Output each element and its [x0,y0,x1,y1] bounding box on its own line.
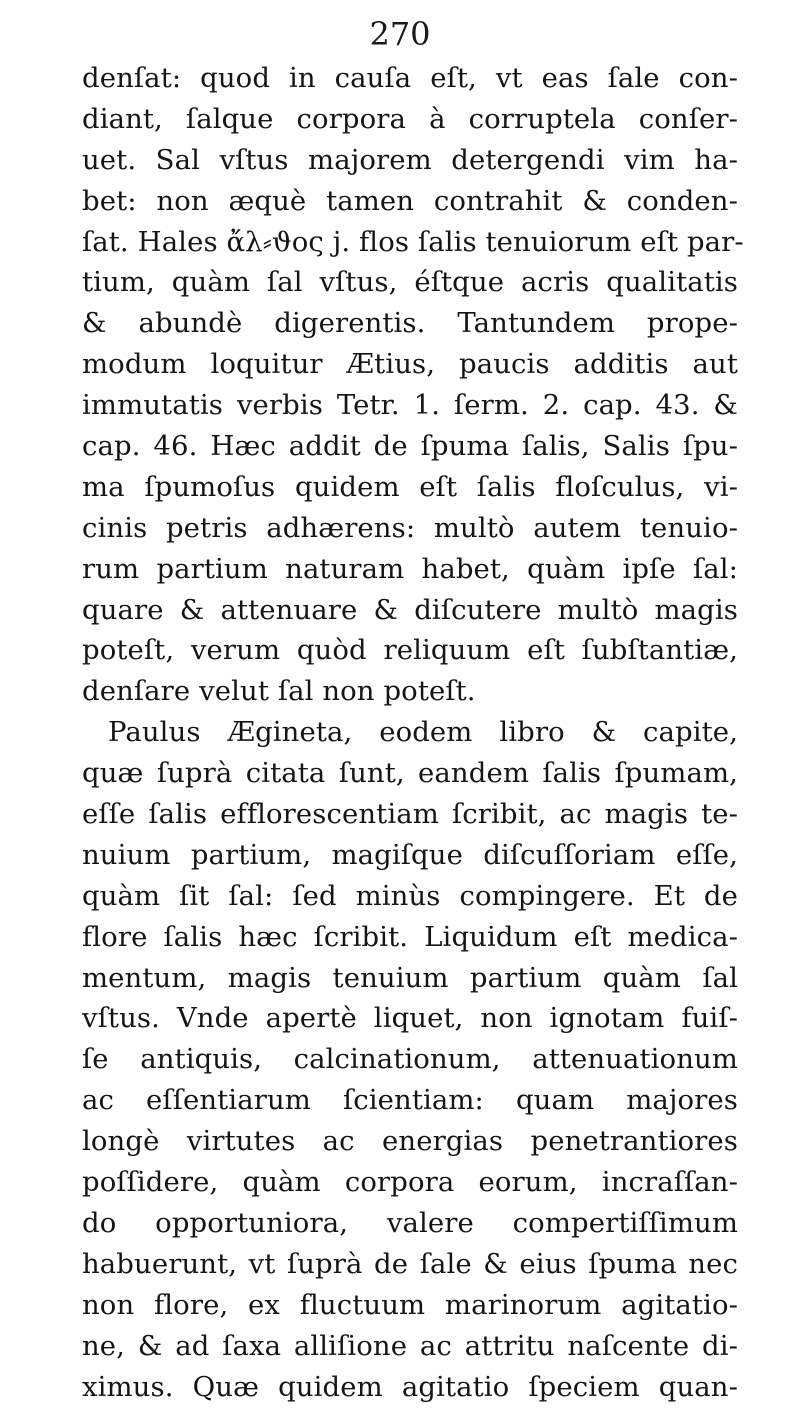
text-line: ſe antiquis, calcinationum, attenuationum [82,1043,738,1076]
text-line: Paulus Ægineta, eodem libro & capite, [108,716,738,749]
body-text [82,58,744,1407]
text-line: denſat: quod in cauſa eſt, vt eas ſale con- [82,62,738,94]
text-line: immutatis verbis Tetr. 1. ſerm. 2. cap. 43. & [82,389,738,422]
text-line: bet: non æquè tamen contrahit & conden- [82,184,738,217]
text-line: habuerunt, vt ſuprà de ſale & eius ſpuma nec [82,1247,738,1280]
text-line: ximus. Quæ quidem agitatio ſpeciem quan- [82,1370,738,1403]
text-line: denſare velut ſal non poteſt. [82,675,476,708]
text-line: do opportuniora, valere compertiſſimum [82,1206,738,1239]
text-line: ma ſpumoſus quidem eſt ſalis floſculus, vi- [82,470,738,503]
text-line: longè virtutes ac energias penetrantiores [82,1125,738,1158]
text-line: quæ ſuprà citata ſunt, eandem ſalis ſpumam, [82,757,738,790]
text-line: diant, ſalque corpora à corruptela conſer- [82,102,738,135]
text-line: ac eſſentiarum ſcientiam: quam majores [82,1084,738,1117]
text-line: ſat. Hales ἄλ⸗ϑος j. flos ſalis tenuiorum eſt par- [82,225,744,258]
text-line: poteſt, verum quòd reliquum eſt ſubſtantiæ, [82,634,738,667]
page-number: 270 [369,15,431,53]
text-line: mentum, magis tenuium partium quàm ſal [82,961,738,994]
text-line: quàm ſit ſal: ſed minùs compingere. Et de [82,879,738,912]
text-line: tium, quàm ſal vſtus, éſtque acris qualitatis [82,266,738,299]
text-line: eſſe ſalis efflorescentiam ſcribit, ac magis te- [82,798,738,831]
text-line: cap. 46. Hæc addit de ſpuma ſalis, Salis ſpu- [82,430,738,463]
text-line: cinis petris adhærens: multò autem tenuio- [82,511,738,544]
text-line: vſtus. Vnde apertè liquet, non ignotam fuiſ- [82,1002,738,1035]
text-line: quare & attenuare & diſcutere multò magis [82,593,738,626]
text-line: rum partium naturam habet, quàm ipſe ſal: [82,552,738,585]
text-line: ne, & ad ſaxa alliſione ac attritu naſcente di- [82,1329,738,1362]
text-line: nuium partium, magiſque diſcuſſoriam eſſe, [82,838,738,871]
text-line: non flore, ex fluctuum marinorum agitatio- [82,1288,738,1321]
text-line: flore ſalis hæc ſcribit. Liquidum eſt medica- [82,920,738,953]
text-line: modum loquitur Ætius, paucis additis aut [82,348,738,381]
text-line: poſſidere, quàm corpora eorum, incraſſan- [82,1166,738,1199]
text-line: & abundè digerentis. Tantundem prope- [82,307,738,340]
text-line: uet. Sal vſtus majorem detergendi vim ha- [82,143,738,176]
